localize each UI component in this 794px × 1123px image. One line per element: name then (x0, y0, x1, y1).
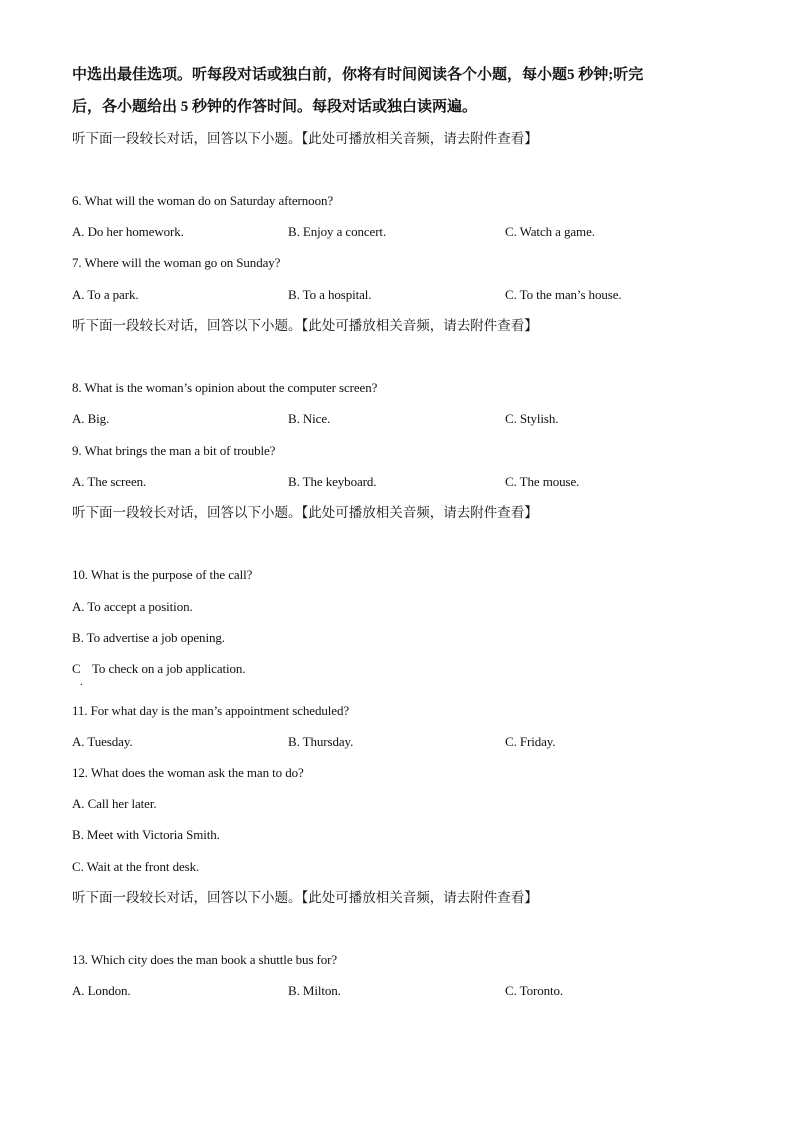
option-c: C. Watch a game. (505, 224, 595, 239)
option-c-label: C (72, 661, 81, 676)
option-c: C. To the man’s house. (505, 287, 622, 302)
option-c: To check on a job application. (92, 661, 246, 676)
option-a: A. Tuesday. (72, 734, 133, 749)
question-stem: 10. What is the purpose of the call? (72, 567, 253, 582)
option-b: B. Enjoy a concert. (288, 224, 387, 239)
option-c: C. Wait at the front desk. (72, 859, 200, 874)
option-b: B. Milton. (288, 983, 341, 998)
option-a: A. Call her later. (72, 796, 157, 811)
option-c: C. The mouse. (505, 474, 580, 489)
option-c: C. Toronto. (505, 983, 564, 998)
option-b: B. To advertise a job opening. (72, 630, 225, 645)
option-c-period-mark: . (80, 676, 83, 688)
option-a: A. Do her homework. (72, 224, 184, 239)
question-stem: 9. What brings the man a bit of trouble? (72, 443, 276, 458)
option-b: B. Thursday. (288, 734, 354, 749)
question-stem: 8. What is the woman’s opinion about the computer screen? (72, 380, 378, 395)
question-stem: 7. Where will the woman go on Sunday? (72, 255, 281, 270)
option-a: A. Big. (72, 411, 110, 426)
option-b: B. To a hospital. (288, 287, 372, 302)
option-c: C. Stylish. (505, 411, 559, 426)
listening-prompt: 听下面一段较长对话，回答以下小题。【此处可播放相关音频，请去附件查看】 (72, 890, 538, 905)
intro-line-2: 后，各小题给出 5 秒钟的作答时间。每段对话或独白读两遍。 (72, 99, 478, 115)
question-stem: 13. Which city does the man book a shuttle bus for? (72, 952, 338, 967)
option-c: C. Friday. (505, 734, 556, 749)
option-a: A. To accept a position. (72, 599, 193, 614)
listening-prompt: 听下面一段较长对话，回答以下小题。【此处可播放相关音频，请去附件查看】 (72, 131, 538, 146)
option-a: A. London. (72, 983, 131, 998)
option-b: B. Nice. (288, 411, 331, 426)
question-stem: 11. For what day is the man’s appointment scheduled? (72, 703, 350, 718)
listening-prompt: 听下面一段较长对话，回答以下小题。【此处可播放相关音频，请去附件查看】 (72, 505, 538, 520)
intro-line-1: 中选出最佳选项。听每段对话或独白前，你将有时间阅读各个小题，每小题5 秒钟;听完 (72, 67, 644, 83)
option-b: B. The keyboard. (288, 474, 377, 489)
option-a: A. To a park. (72, 287, 139, 302)
option-a: A. The screen. (72, 474, 147, 489)
question-stem: 6. What will the woman do on Saturday afternoon? (72, 193, 334, 208)
question-stem: 12. What does the woman ask the man to do? (72, 765, 304, 780)
option-b: B. Meet with Victoria Smith. (72, 827, 220, 842)
listening-prompt: 听下面一段较长对话，回答以下小题。【此处可播放相关音频，请去附件查看】 (72, 318, 538, 333)
